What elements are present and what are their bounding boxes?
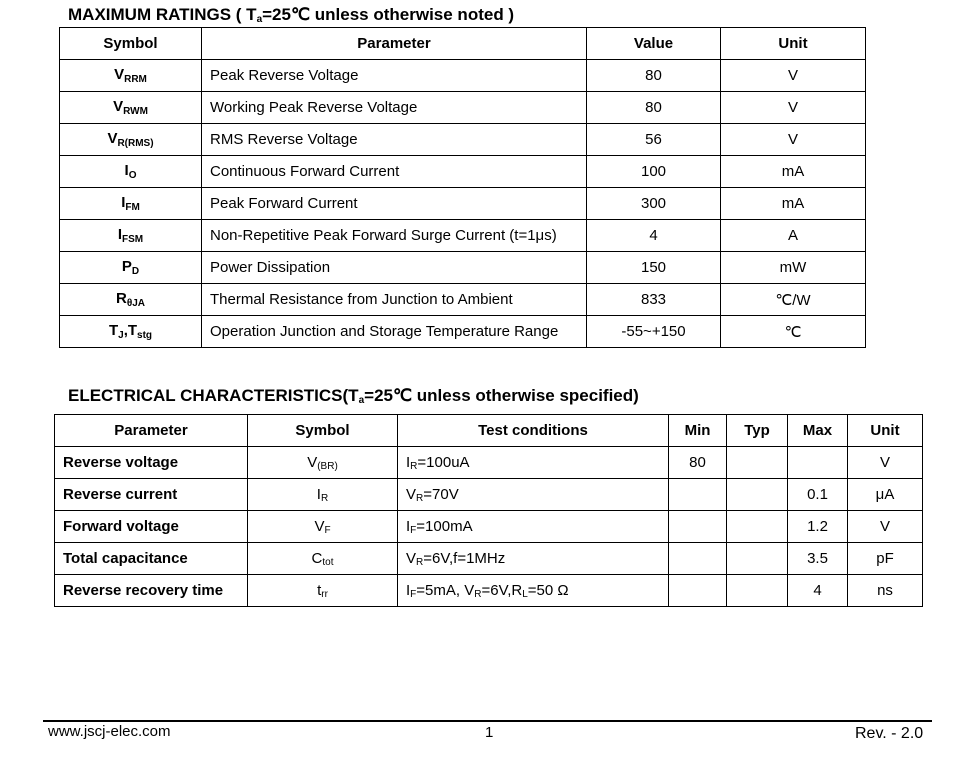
value-cell: 56 [587, 124, 721, 156]
unit-cell: ns [848, 575, 923, 607]
condition-subscript: R [416, 492, 424, 504]
condition-text: =100uA [417, 453, 470, 471]
symbol-subscript: RRM [124, 74, 147, 85]
max-ratings-table [59, 27, 866, 348]
symbol-subscript: J [118, 330, 124, 341]
symbol-main: ,T [123, 322, 138, 339]
condition-text: V [406, 485, 417, 503]
table-row [60, 156, 866, 188]
typ-cell [727, 447, 788, 479]
symbol-subscript: R(RMS) [117, 138, 154, 149]
header-symbol: Symbol [60, 28, 202, 60]
typ-cell [727, 575, 788, 607]
parameter-cell: Peak Reverse Voltage [202, 60, 587, 92]
symbol-cell [60, 92, 202, 124]
parameter-cell: Peak Forward Current [202, 188, 587, 220]
table-row [55, 447, 923, 479]
footer-revision: Rev. - 2.0 [855, 725, 924, 742]
header-min: Min [669, 415, 727, 447]
symbol-main: V [113, 98, 124, 115]
header-parameter: Parameter [202, 28, 587, 60]
condition-text: =6V,f=1MHz [423, 549, 506, 567]
symbol-subscript: D [131, 266, 140, 277]
symbol-subscript: tot [322, 556, 334, 568]
typ-cell [727, 543, 788, 575]
table-row [60, 316, 866, 348]
condition-subscript: L [522, 588, 528, 600]
unit-cell: pF [848, 543, 923, 575]
table-row [60, 284, 866, 316]
typ-cell [727, 511, 788, 543]
min-cell [669, 479, 727, 511]
symbol-cell [60, 156, 202, 188]
condition-subscript: F [410, 524, 417, 536]
table-row [60, 124, 866, 156]
max-cell: 3.5 [788, 543, 848, 575]
symbol-main: I [121, 194, 126, 211]
table-row [60, 92, 866, 124]
symbol-cell [248, 479, 398, 511]
unit-cell: A [721, 220, 866, 252]
symbol-cell [248, 511, 398, 543]
parameter-cell: Continuous Forward Current [202, 156, 587, 188]
unit-cell: V [721, 92, 866, 124]
symbol-cell [248, 575, 398, 607]
value-cell: 80 [587, 92, 721, 124]
symbol-main: I [124, 162, 129, 179]
value-cell: 4 [587, 220, 721, 252]
table-row [60, 252, 866, 284]
condition-text: =100mA [416, 517, 473, 535]
min-cell [669, 543, 727, 575]
header-typ: Typ [727, 415, 788, 447]
value-cell: -55~+150 [587, 316, 721, 348]
table-row [60, 188, 866, 220]
symbol-subscript: θJA [126, 298, 146, 309]
condition-text: =5mA, V [416, 581, 475, 599]
condition-text: =6V,R [481, 581, 523, 599]
header-parameter: Parameter [55, 415, 248, 447]
condition-subscript: R [416, 556, 424, 568]
unit-cell: ℃/W [721, 284, 866, 316]
value-cell: 150 [587, 252, 721, 284]
symbol-main: I [316, 485, 321, 503]
title-subscript: a [256, 14, 263, 25]
title-text: ELECTRICAL CHARACTERISTICS(T [68, 386, 359, 405]
footer-website[interactable]: www.jscj-elec.com [48, 723, 171, 740]
symbol-cell [248, 543, 398, 575]
condition-text: I [406, 453, 411, 471]
symbol-cell [60, 188, 202, 220]
symbol-cell [60, 220, 202, 252]
max-cell [788, 447, 848, 479]
symbol-subscript: (BR) [317, 460, 338, 472]
test-condition-cell [398, 543, 669, 575]
symbol-main: R [115, 290, 127, 307]
symbol-subscript: RWM [123, 106, 148, 117]
header-unit: Unit [848, 415, 923, 447]
table-row [55, 479, 923, 511]
parameter-cell: Forward voltage [55, 511, 248, 543]
condition-text: =70V [423, 485, 459, 503]
table-row [55, 575, 923, 607]
condition-subscript: R [474, 588, 482, 600]
table-row [55, 511, 923, 543]
table-row [60, 60, 866, 92]
title-subscript: a [358, 395, 365, 406]
condition-text: I [406, 517, 411, 535]
symbol-main: C [311, 549, 323, 567]
symbol-subscript: FSM [122, 234, 144, 245]
title-text: =25℃ unless otherwise noted ) [262, 5, 515, 24]
footer-divider [43, 720, 932, 722]
unit-cell: V [721, 60, 866, 92]
parameter-cell: Working Peak Reverse Voltage [202, 92, 587, 124]
max-cell: 0.1 [788, 479, 848, 511]
condition-text: I [406, 581, 411, 599]
symbol-main: P [121, 258, 132, 275]
parameter-cell: Power Dissipation [202, 252, 587, 284]
electrical-title [68, 386, 639, 406]
parameter-cell: Reverse current [55, 479, 248, 511]
unit-cell: V [848, 511, 923, 543]
symbol-cell [60, 60, 202, 92]
symbol-cell [60, 316, 202, 348]
min-cell [669, 511, 727, 543]
value-cell: 300 [587, 188, 721, 220]
symbol-main: V [107, 130, 118, 147]
min-cell: 80 [669, 447, 727, 479]
max-cell: 1.2 [788, 511, 848, 543]
symbol-main: V [314, 517, 325, 535]
symbol-subscript: R [320, 492, 329, 504]
test-condition-cell [398, 575, 669, 607]
value-cell: 100 [587, 156, 721, 188]
unit-cell: V [848, 447, 923, 479]
value-cell: 833 [587, 284, 721, 316]
max-ratings-title [68, 5, 514, 25]
unit-cell: mA [721, 188, 866, 220]
test-condition-cell [398, 479, 669, 511]
test-condition-cell [398, 447, 669, 479]
symbol-main: t [317, 581, 322, 599]
unit-cell: mW [721, 252, 866, 284]
typ-cell [727, 479, 788, 511]
electrical-table [54, 414, 923, 607]
symbol-main: V [307, 453, 318, 471]
header-symbol: Symbol [248, 415, 398, 447]
symbol-main: T [108, 322, 119, 339]
symbol-subscript: rr [321, 588, 328, 600]
header-unit: Unit [721, 28, 866, 60]
symbol-subscript: O [128, 170, 137, 181]
condition-subscript: R [410, 460, 418, 472]
parameter-cell: Operation Junction and Storage Temperature Range [202, 316, 587, 348]
unit-cell: mA [721, 156, 866, 188]
parameter-cell: Reverse voltage [55, 447, 248, 479]
header-value: Value [587, 28, 721, 60]
table-row [60, 220, 866, 252]
condition-text: =50 Ω [527, 581, 569, 599]
title-text: =25℃ unless otherwise specified) [364, 386, 639, 405]
table-row [55, 543, 923, 575]
test-condition-cell [398, 511, 669, 543]
parameter-cell: Reverse recovery time [55, 575, 248, 607]
condition-text: V [406, 549, 417, 567]
parameter-cell: Thermal Resistance from Junction to Ambient [202, 284, 587, 316]
header-test-conditions: Test conditions [398, 415, 669, 447]
footer-page-number: 1 [485, 724, 494, 741]
symbol-main: V [114, 66, 125, 83]
symbol-cell [60, 252, 202, 284]
symbol-subscript: F [324, 524, 331, 536]
unit-cell: V [721, 124, 866, 156]
parameter-cell: Non-Repetitive Peak Forward Surge Current (t=1μs) [202, 220, 587, 252]
parameter-cell: Total capacitance [55, 543, 248, 575]
symbol-cell [248, 447, 398, 479]
symbol-subscript: FM [125, 202, 140, 213]
unit-cell: ℃ [721, 316, 866, 348]
header-max: Max [788, 415, 848, 447]
symbol-main: I [117, 226, 123, 243]
symbol-cell [60, 124, 202, 156]
condition-subscript: F [410, 588, 417, 600]
unit-cell: μA [848, 479, 923, 511]
max-cell: 4 [788, 575, 848, 607]
min-cell [669, 575, 727, 607]
title-text: MAXIMUM RATINGS ( T [68, 5, 257, 24]
symbol-cell [60, 284, 202, 316]
parameter-cell: RMS Reverse Voltage [202, 124, 587, 156]
value-cell: 80 [587, 60, 721, 92]
symbol-subscript: stg [137, 330, 153, 341]
